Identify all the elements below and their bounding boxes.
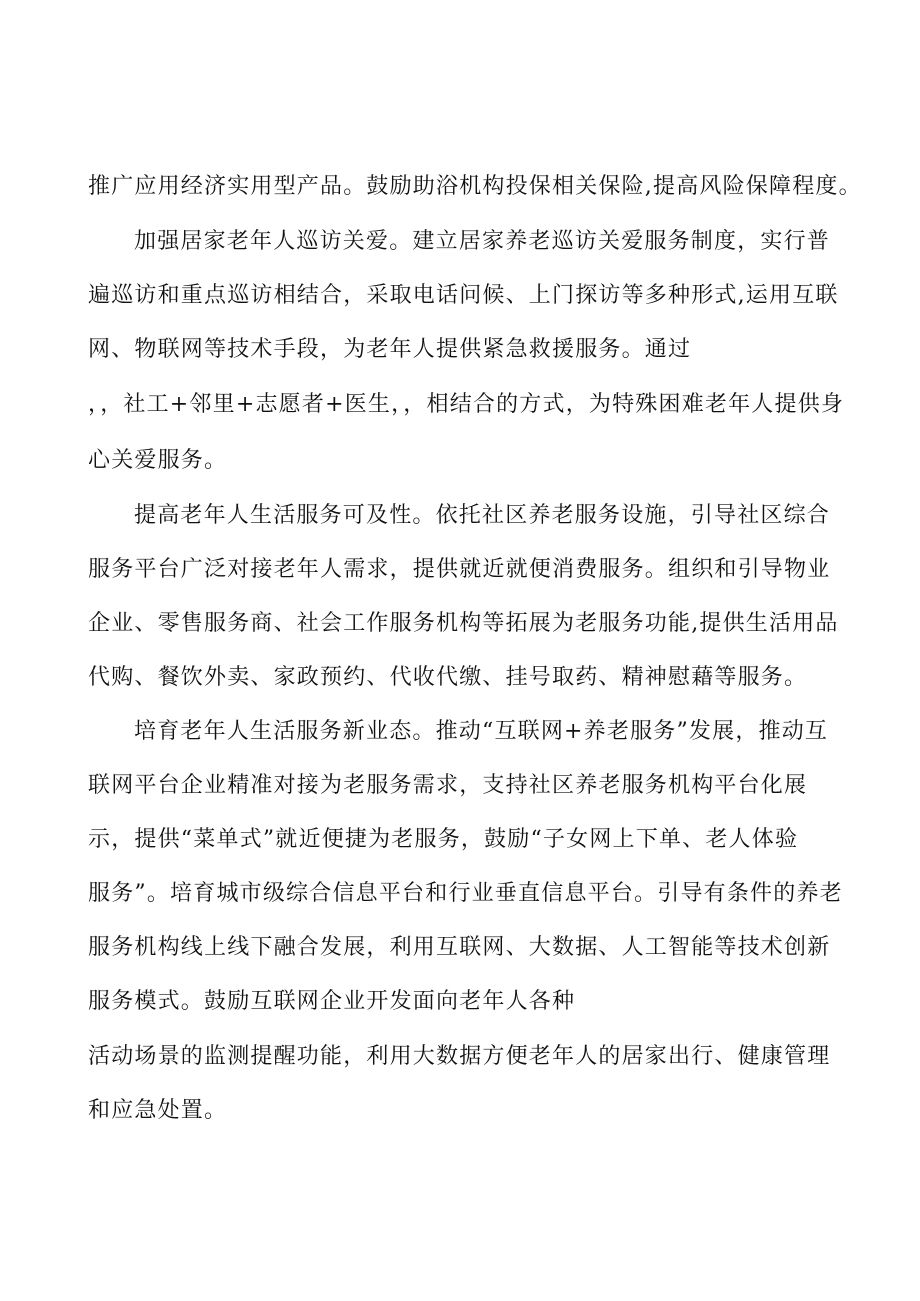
paragraph-heading-line: 加强居家老年人巡访关爱。建立居家养老巡访关爱服务制度，实行普 (134, 229, 831, 254)
text-line: 活动场景的监测提醒功能，利用大数据方便老年人的居家出行、健康管理 (88, 1044, 831, 1069)
text-line: 服务平台广泛对接老年人需求，提供就近就便消费服务。组织和引导物业 (88, 557, 831, 582)
text-line: 服务模式。鼓励互联网企业开发面向老年人各种 (88, 989, 576, 1014)
text-line: ，，社工+邻里+志愿者+医生，，相结合的方式，为特殊困难老年人提供身 (88, 392, 845, 417)
paragraph-heading-line: 培育老年人生活服务新业态。推动“互联网+养老服务”发展，推动互 (134, 719, 829, 744)
text-line: 心关爱服务。 (88, 448, 228, 473)
text-line: 联网平台企业精准对接为老服务需求，支持社区养老服务机构平台化展 (88, 773, 808, 798)
text-line: 示，提供“菜单式”就近便捷为老服务，鼓励“子女网上下单、老人体验 (88, 827, 799, 852)
text-line: 遍巡访和重点巡访相结合，采取电话问候、上门探访等多种形式,运用互联 (88, 283, 839, 308)
text-line: 和应急处置。 (88, 1098, 228, 1123)
text-line: 服务机构线上线下融合发展，利用互联网、大数据、人工智能等技术创新 (88, 935, 831, 960)
text-line: 网、物联网等技术手段，为老年人提供紧急救援服务。通过 (88, 337, 692, 362)
text-line: 服务”。培育城市级综合信息平台和行业垂直信息平台。引导有条件的养老 (88, 881, 843, 906)
text-line: 代购、餐饮外卖、家政预约、代收代缴、挂号取药、精神慰藉等服务。 (88, 665, 808, 690)
text-line: 推广应用经济实用型产品。鼓励助浴机构投保相关保险,提高风险保障程度。 (88, 174, 862, 199)
text-line: 企业、零售服务商、社会工作服务机构等拓展为老服务功能,提供生活用品 (88, 611, 839, 636)
paragraph-heading-line: 提高老年人生活服务可及性。依托社区养老服务设施，引导社区综合 (134, 503, 831, 528)
